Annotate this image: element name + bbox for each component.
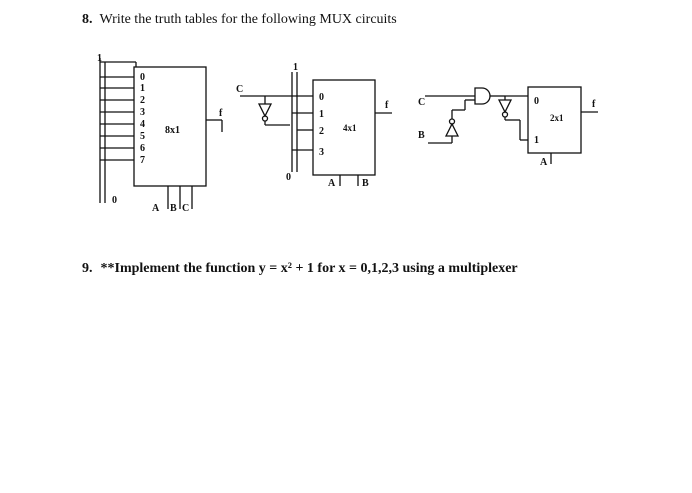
and-gate-icon (475, 88, 490, 104)
mux-4x1-select-a: A (328, 178, 336, 189)
mux-8x1-select-a: A (152, 203, 160, 214)
mux-4x1-select-b: B (362, 178, 369, 189)
mux-8x1-input-4: 4 (140, 119, 145, 130)
mux-4x1-input-1: 1 (319, 109, 324, 120)
mux-8x1-input-1: 1 (140, 83, 145, 94)
mux-2x1-var-c: C (418, 97, 426, 108)
mux-8x1-input-0: 0 (140, 72, 145, 83)
mux-8x1-input-2: 2 (140, 95, 145, 106)
mux-2x1-input-0: 0 (534, 96, 539, 107)
inverter-icon (259, 104, 271, 116)
mux-4x1-top-const: 1 (293, 62, 298, 73)
mux-4x1-input-0: 0 (319, 92, 324, 103)
mux-2x1-input-1: 1 (534, 135, 539, 146)
mux-8x1-input-7: 7 (140, 155, 145, 166)
mux-2x1-output: f (592, 99, 596, 110)
mux-4x1-bottom-const: 0 (286, 172, 291, 183)
inverter-icon-2 (499, 100, 511, 112)
mux-2x1-circuit (418, 87, 598, 168)
inverter-icon-3 (446, 124, 458, 136)
mux-8x1-top-const: 1 (97, 53, 102, 64)
mux-4x1-circuit (236, 62, 392, 189)
mux-8x1-select-c: C (182, 203, 190, 214)
mux-4x1-output: f (385, 100, 389, 111)
mux-4x1-label: 4x1 (343, 123, 357, 133)
mux-8x1-output: f (219, 108, 223, 119)
mux-8x1-input-5: 5 (140, 131, 145, 142)
question-8-number: 8. (82, 12, 93, 27)
question-9-number: 9. (82, 261, 93, 276)
question-8-text: Write the truth tables for the following MUX circuits (99, 12, 397, 27)
mux-4x1-input-3: 3 (319, 147, 324, 158)
mux-8x1-bottom-const: 0 (112, 195, 117, 206)
mux-4x1-input-2: 2 (319, 126, 324, 137)
mux-8x1-label: 8x1 (165, 125, 180, 136)
mux-8x1-circuit (97, 53, 223, 214)
question-9-text: **Implement the function y = x² + 1 for x = 0,1,2,3 using a multiplexer (100, 261, 518, 276)
mux-2x1-select-a: A (540, 157, 548, 168)
question-9 (82, 261, 518, 277)
mux-4x1-var-c: C (236, 84, 244, 95)
mux-2x1-label: 2x1 (550, 113, 564, 123)
mux-8x1-input-3: 3 (140, 107, 145, 118)
mux-2x1-var-b: B (418, 130, 425, 141)
mux-8x1-select-b: B (170, 203, 177, 214)
mux-8x1-input-6: 6 (140, 143, 145, 154)
